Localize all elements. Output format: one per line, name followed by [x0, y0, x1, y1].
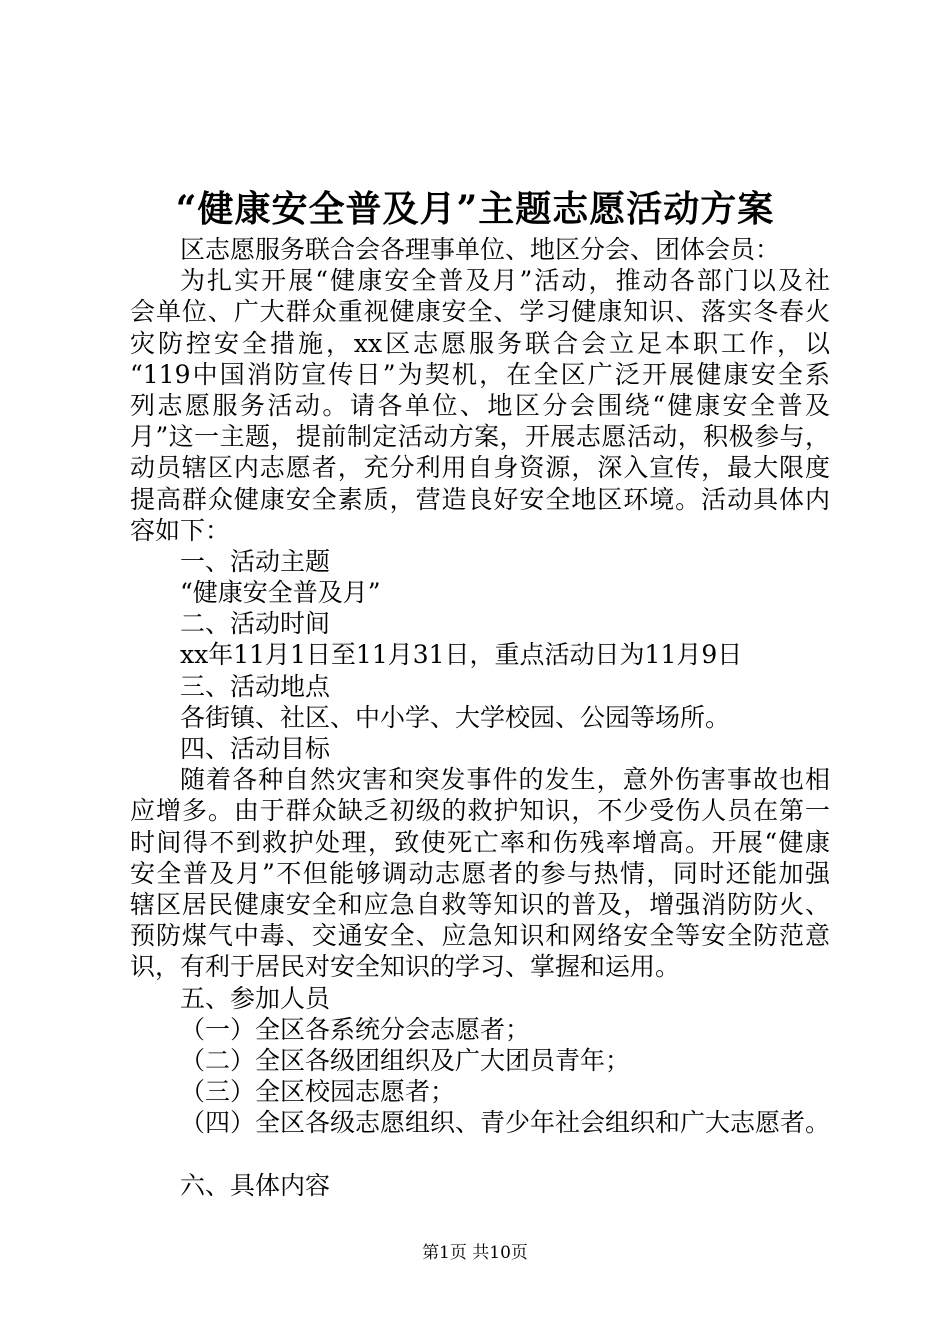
list-item: （四）全区各级志愿组织、青少年社会组织和广大志愿者。 [180, 1108, 831, 1138]
intro-line: 容如下： [130, 515, 231, 545]
intro-line: 为扎实开展“健康安全普及月”活动，推动各部门以及社 [180, 266, 830, 296]
list-item: （三）全区校园志愿者； [180, 1077, 456, 1107]
list-item: （一）全区各系统分会志愿者； [180, 1014, 531, 1044]
intro-line: 提高群众健康安全素质，营造良好安全地区环境。活动具体内 [130, 484, 830, 514]
salutation: 区志愿服务联合会各理事单位、地区分会、团体会员： [180, 235, 781, 264]
section-line: 预防煤气中毒、交通安全、应急知识和网络安全等安全防范意 [130, 921, 830, 951]
document-title: “健康安全普及月”主题志愿活动方案 [175, 188, 775, 230]
section-line: 识，有利于居民对安全知识的学习、掌握和运用。 [130, 952, 681, 982]
intro-line: 会单位、广大群众重视健康安全、学习健康知识、落实冬春火 [130, 297, 830, 327]
intro-line: 列志愿服务活动。请各单位、地区分会围绕“健康安全普及 [130, 390, 830, 420]
section-heading: 二、活动时间 [180, 609, 331, 639]
page-footer: 第1页 共10页 [422, 1243, 528, 1263]
section-line: 应增多。由于群众缺乏初级的救护知识，不少受伤人员在第一 [130, 796, 830, 826]
section-heading: 五、参加人员 [180, 983, 331, 1013]
section-line: 安全普及月”不但能够调动志愿者的参与热情，同时还能加强 [130, 858, 830, 888]
intro-line: 动员辖区内志愿者，充分利用自身资源，深入宣传，最大限度 [130, 453, 830, 483]
section-heading: 四、活动目标 [180, 734, 331, 763]
intro-line: “119中国消防宣传日”为契机，在全区广泛开展健康安全系 [130, 359, 830, 389]
section-text: xx年11月1日至11月31日，重点活动日为11月9日 [180, 640, 743, 670]
list-item: （二）全区各级团组织及广大团员青年； [180, 1045, 631, 1075]
section-heading: 一、活动主题 [180, 546, 331, 576]
section-line: 随着各种自然灾害和突发事件的发生，意外伤害事故也相 [180, 765, 830, 795]
section-line: 时间得不到救护处理，致使死亡率和伤残率增高。开展“健康 [130, 827, 830, 857]
section-heading: 三、活动地点 [180, 671, 331, 701]
section-heading: 六、具体内容 [180, 1171, 331, 1201]
document-body [130, 234, 830, 1202]
section-text: “健康安全普及月” [180, 578, 381, 608]
section-text: 各街镇、社区、中小学、大学校园、公园等场所。 [180, 702, 731, 732]
intro-line: 月”这一主题，提前制定活动方案，开展志愿活动，积极参与， [130, 422, 830, 452]
section-line: 辖区居民健康安全和应急自救等知识的普及，增强消防防火、 [130, 889, 830, 919]
intro-line: 灾防控安全措施，xx区志愿服务联合会立足本职工作，以 [130, 328, 830, 358]
paragraph-gap [130, 1138, 830, 1170]
